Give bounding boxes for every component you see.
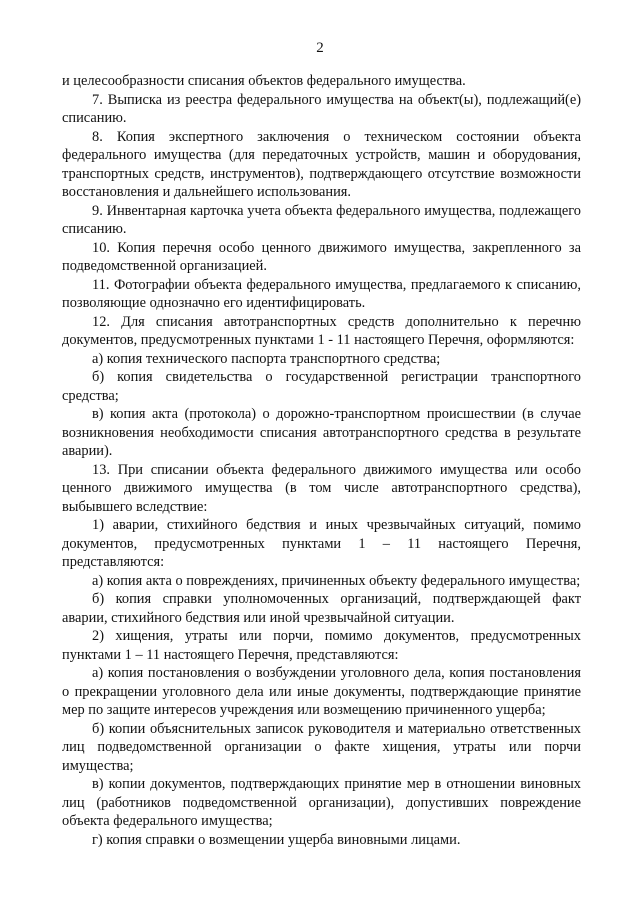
paragraph-item-12a: а) копия технического паспорта транспортного средства; <box>92 350 441 367</box>
page-number: 2 <box>316 40 324 56</box>
paragraph-continuation: и целесообразности списания объектов федерального имущества. <box>62 73 466 89</box>
paragraph-item-10: 10. Копия перечня особо ценного движимого имущества, закрепленного за подведомственной организацией. <box>62 239 581 274</box>
paragraph-item-13-2c: в) копии документов, подтверждающих принятие мер в отношении виновных лиц (работников подведомственной организации), допустивших повреждение объекта федерального имущества; <box>62 776 581 829</box>
paragraph-item-13-1b: б) копия справки уполномоченных организаций, подтверждающей факт аварии, стихийного бедствия или иной чрезвычайной ситуации. <box>62 591 581 626</box>
paragraph-item-12b: б) копия свидетельства о государственной регистрации транспортного средства; <box>62 369 581 404</box>
paragraph-item-13: 13. При списании объекта федерального движимого имущества или особо ценного движимого имущества (в том числе автотранспортного средства), выбывшего вследствие: <box>62 461 581 515</box>
paragraph-item-13-2b: б) копии объяснительных записок руководителя и материально ответственных лиц подведомственной организации о факте хищения, утраты или порчи имущества; <box>62 720 581 774</box>
paragraph-item-12c: в) копия акта (протокола) о дорожно-транспортном происшествии (в случае возникновения необходимости списания автотранспортного средства в результате аварии). <box>62 406 581 459</box>
paragraph-item-13-2: 2) хищения, утраты или порчи, помимо документов, предусмотренных пунктами 1 – 11 настоящего Перечня, представляются: <box>62 628 581 663</box>
paragraph-item-13-1a: а) копия акта о повреждениях, причиненных объекту федерального имущества; <box>92 572 581 589</box>
paragraph-item-13-2a: а) копия постановления о возбуждении уголовного дела, копия постановления о прекращении уголовного дела или иные документы, подтверждающие принятие мер по защите интересов учреждения или возмещению причиненного ущерба; <box>62 665 581 718</box>
paragraph-item-12: 12. Для списания автотранспортных средств дополнительно к перечню документов, предусмотренных пунктами 1 - 11 настоящего Перечня, оформляются: <box>62 313 581 348</box>
document-body <box>62 72 581 849</box>
paragraph-item-8: 8. Копия экспертного заключения о техническом состоянии объекта федерального имущества (для передаточных устройств, машин и оборудования, транспортных средств, инструментов), подтверждающего отсутствие возможности восстановления и дальнейшего использования. <box>62 128 581 200</box>
paragraph-item-9: 9. Инвентарная карточка учета объекта федерального имущества, подлежащего списанию. <box>62 202 581 237</box>
paragraph-item-13-2d: г) копия справки о возмещении ущерба виновными лицами. <box>92 831 461 848</box>
paragraph-item-13-1: 1) аварии, стихийного бедствия и иных чрезвычайных ситуаций, помимо документов, предусмотренных пунктами 1 – 11 настоящего Перечня, представляются: <box>62 517 581 570</box>
paragraph-item-11: 11. Фотографии объекта федерального имущества, предлагаемого к списанию, позволяющие однозначно его идентифицировать. <box>62 276 581 311</box>
paragraph-item-7: 7. Выписка из реестра федерального имущества на объект(ы), подлежащий(е) списанию. <box>62 91 581 126</box>
